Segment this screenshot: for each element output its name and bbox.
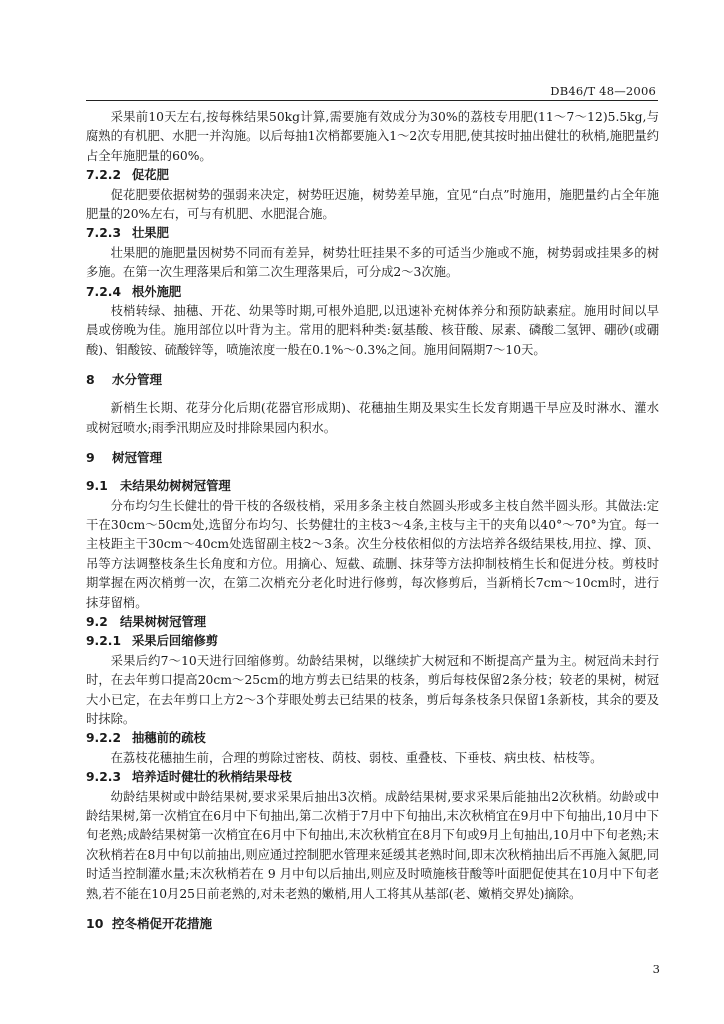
section-title: 培养适时健壮的秋梢结果母枝 xyxy=(132,770,292,785)
spacer xyxy=(86,360,659,370)
section-title: 未结果幼树树冠管理 xyxy=(120,479,231,494)
heading-10 xyxy=(86,914,659,933)
heading-8 xyxy=(86,370,659,389)
section-title: 促花肥 xyxy=(132,168,169,183)
document-body xyxy=(86,108,659,933)
section-title: 壮果肥 xyxy=(132,226,169,241)
heading-9-1 xyxy=(86,477,659,496)
heading-7-2-2 xyxy=(86,166,659,185)
section-number: 9.2.1 xyxy=(86,634,122,649)
paragraph-7-2-2: 促花肥要依据树势的强弱来决定，树势旺迟施，树势差早施，宜见“白点”时施用，施肥量约占全年施肥量的20%左右，可与有机肥、水肥混合施。 xyxy=(86,187,659,222)
section-title: 结果树树冠管理 xyxy=(120,614,207,629)
paragraph-8: 新梢生长期、花芽分化后期(花器官形成期)、花穗抽生期及果实生长发育期遇干旱应及时淋水、灌水或树冠喷水;雨季汛期应及时排除果园内积水。 xyxy=(86,401,659,435)
section-number: 7.2.3 xyxy=(86,226,122,241)
page-number: 3 xyxy=(652,962,660,976)
heading-9-2-2 xyxy=(86,729,659,748)
section-number: 7.2.2 xyxy=(86,168,122,183)
paragraph-7-2-4: 枝梢转绿、抽穗、开花、幼果等时期,可根外追肥,以迅速补充树体养分和预防缺素症。施用时间以早晨或傍晚为佳。施用部位以叶背为主。常用的肥料种类:氨基酸、核苷酸、尿素、磷酸二氢钾、硼砂(或硼酸)、钼酸铵、硫酸锌等，喷施浓度一般在0.1%～0.3%之间。施用间隔期7～10天。 xyxy=(86,304,659,357)
section-number: 9 xyxy=(86,450,95,466)
spacer xyxy=(86,389,659,399)
heading-7-2-3 xyxy=(86,224,659,243)
header-rule xyxy=(86,100,658,101)
section-title: 采果后回缩修剪 xyxy=(132,634,219,649)
heading-9-2-1 xyxy=(86,632,659,651)
heading-7-2-4 xyxy=(86,283,659,302)
section-title: 抽穗前的疏枝 xyxy=(132,731,206,746)
paragraph-9-2-3: 幼龄结果树或中龄结果树,要求采果后抽出3次梢。成龄结果树,要求采果后能抽出2次秋梢。幼龄或中龄结果树,第一次梢宜在6月中下旬抽出,第二次梢于7月中下旬抽出,末次秋梢宜在9月中下旬抽出,10月中下旬老熟;成龄结果树第一次梢宜在6月中下旬抽出,末次秋梢宜在8月下旬或9月上旬抽出,10月中下旬老熟;末次秋梢若在8月中旬以前抽出,则应通过控制肥水管理来延缓其老熟时间,即末次秋梢抽出后不再施入氮肥,同时适当控制灌水量;末次秋梢若在 9 月中旬以后抽出,则应及时喷施核苷酸等叶面肥促使其在10月中下旬老熟,若不能在10月25日前老熟的,对未老熟的嫩梢,用人工将其从基部(老、嫩梢交界处)摘除。 xyxy=(86,789,659,901)
paragraph-9-2-1: 采果后约7～10天进行回缩修剪。幼龄结果树，以继续扩大树冠和不断提高产量为主。树冠尚未封行时，在去年剪口提高20cm～25cm的地方剪去已结果的枝条，剪后每枝保留2条分枝；较老的果树，树冠大小已定，在去年剪口上方2～3个芽眼处剪去已结果的枝条，剪后每条枝条只保留1条新枝，其余的要及时抹除。 xyxy=(86,653,659,726)
paragraph-9-2-2: 在荔枝花穗抽生前，合理的剪除过密枝、荫枝、弱枝、重叠枝、下垂枝、病虫枝、枯枝等。 xyxy=(110,750,603,765)
section-title: 根外施肥 xyxy=(132,284,182,299)
section-number: 9.2 xyxy=(86,614,108,629)
heading-9-2-3 xyxy=(86,768,659,787)
heading-9 xyxy=(86,448,659,467)
section-number: 10 xyxy=(86,916,104,932)
section-number: 9.1 xyxy=(86,479,108,494)
heading-9-2 xyxy=(86,613,659,632)
paragraph-9-1: 分布均匀生长健壮的骨干枝的各级枝梢，采用多条主枝自然圆头形或多主枝自然半圆头形。其做法:定干在30cm～50cm处,选留分布均匀、长势健壮的主枝3～4条,主枝与主干的夹角以40°～70°为宜。每一主枝距主干30cm～40cm处选留副主枝2～3条。次生分枝依相似的方法培养各级结果枝,用拉、撑、顶、吊等方法调整枝条生长角度和方位。用摘心、短截、疏删、抹芽等方法抑制枝梢生长和促进分枝。剪枝时期掌握在两次梢剪一次，在第二次梢充分老化时进行修剪，每次修剪后，当新梢长7cm～10cm时，进行抹芽留梢。 xyxy=(86,498,659,610)
section-title: 控冬梢促开花措施 xyxy=(112,916,213,932)
section-number: 8 xyxy=(86,372,95,388)
section-number: 7.2.4 xyxy=(86,284,122,299)
spacer xyxy=(86,467,659,477)
spacer xyxy=(86,904,659,914)
paragraph-fruit-harvest-fertilizer: 采果前10天左右,按每株结果50kg计算,需要施有效成分为30%的荔枝专用肥(11～7～12)5.5kg,与腐熟的有机肥、水肥一并沟施。以后每抽1次梢都要施入1～2次专用肥,使其按时抽出健壮的秋梢,施肥量约占全年施肥量的60%。 xyxy=(86,110,659,163)
standard-code: DB46/T 48—2006 xyxy=(550,84,656,98)
section-title: 水分管理 xyxy=(112,372,163,388)
section-number: 9.2.2 xyxy=(86,731,122,746)
section-number: 9.2.3 xyxy=(86,770,122,785)
spacer xyxy=(86,438,659,448)
paragraph-7-2-3: 壮果肥的施肥量因树势不同而有差异，树势壮旺挂果不多的可适当少施或不施，树势弱或挂果多的树多施。在第一次生理落果后和第二次生理落果后，可分成2～3次施。 xyxy=(86,245,659,280)
section-title: 树冠管理 xyxy=(112,450,163,466)
